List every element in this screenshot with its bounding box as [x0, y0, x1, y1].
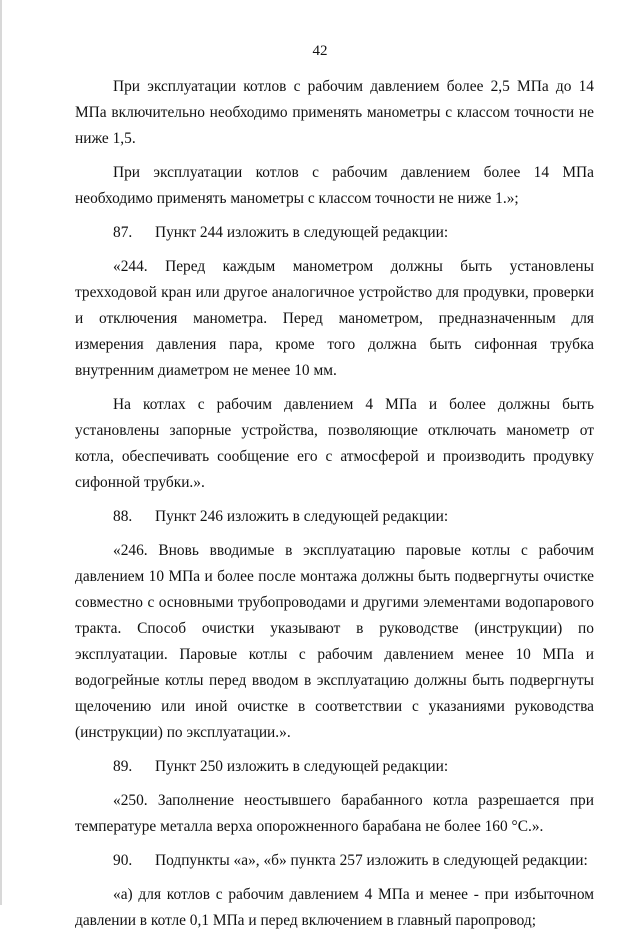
paragraph: «а) для котлов с рабочим давлением 4 МПа и менее - при избыточном давлении в котле 0,1 МПа и перед включением в главный паропровод;: [75, 886, 594, 929]
paragraph: «244. Перед каждым манометром должны быть установлены трехходовой кран или другое аналогичное устройство для продувки, проверки и отключения манометра. Перед манометром, предназначенным для измерения давления пара, кроме того должна быть сифонная трубка внутренним диаметром не менее 10 мм.: [75, 258, 594, 379]
item-number: 90.: [113, 852, 133, 869]
document-body: [75, 74, 594, 934]
numbered-item: [75, 754, 594, 780]
paragraph: На котлах с рабочим давлением 4 МПа и более должны быть установлены запорные устройства, позволяющие отключать манометр от котла, обеспечивать сообщение его с атмосферой и производить продувку сифонной трубки.».: [75, 396, 594, 491]
page-number: 42: [312, 43, 328, 59]
paragraph: «250. Заполнение неостывшего барабанного котла разрешается при температуре металла верха опорожненного барабана не более 160 °С.».: [75, 792, 594, 835]
paragraph: При эксплуатации котлов с рабочим давлением более 2,5 МПа до 14 МПа включительно необходимо применять манометры с классом точности не ниже 1,5.: [75, 78, 594, 147]
paragraph: «246. Вновь вводимые в эксплуатацию паровые котлы с рабочим давлением 10 МПа и более после монтажа должны быть подвергнуты очистке совместно с основными трубопроводами и другими элементами водопарового тракта. Способ очистки указывают в руководстве (инструкции) по эксплуатации. Паровые котлы с рабочим давлением менее 10 МПа и водогрейные котлы перед вводом в эксплуатацию должны быть подвергнуты щелочению или иной очистке в соответствии с указаниями руководства (инструкции) по эксплуатации.».: [75, 542, 594, 741]
item-text: Пункт 250 изложить в следующей редакции:: [155, 758, 449, 775]
item-number: 88.: [113, 508, 133, 525]
item-text: Пункт 246 изложить в следующей редакции:: [155, 508, 449, 525]
scan-edge: [0, 0, 2, 905]
item-number: 89.: [113, 758, 133, 775]
item-text: Пункт 244 изложить в следующей редакции:: [155, 224, 449, 241]
numbered-item: [75, 504, 594, 530]
paragraph: При эксплуатации котлов с рабочим давлением более 14 МПа необходимо применять манометры с классом точности не ниже 1.»;: [75, 164, 594, 207]
numbered-item: [75, 220, 594, 246]
numbered-item: [75, 848, 594, 874]
item-number: 87.: [113, 224, 133, 241]
item-text: Подпункты «а», «б» пункта 257 изложить в следующей редакции:: [155, 852, 588, 869]
